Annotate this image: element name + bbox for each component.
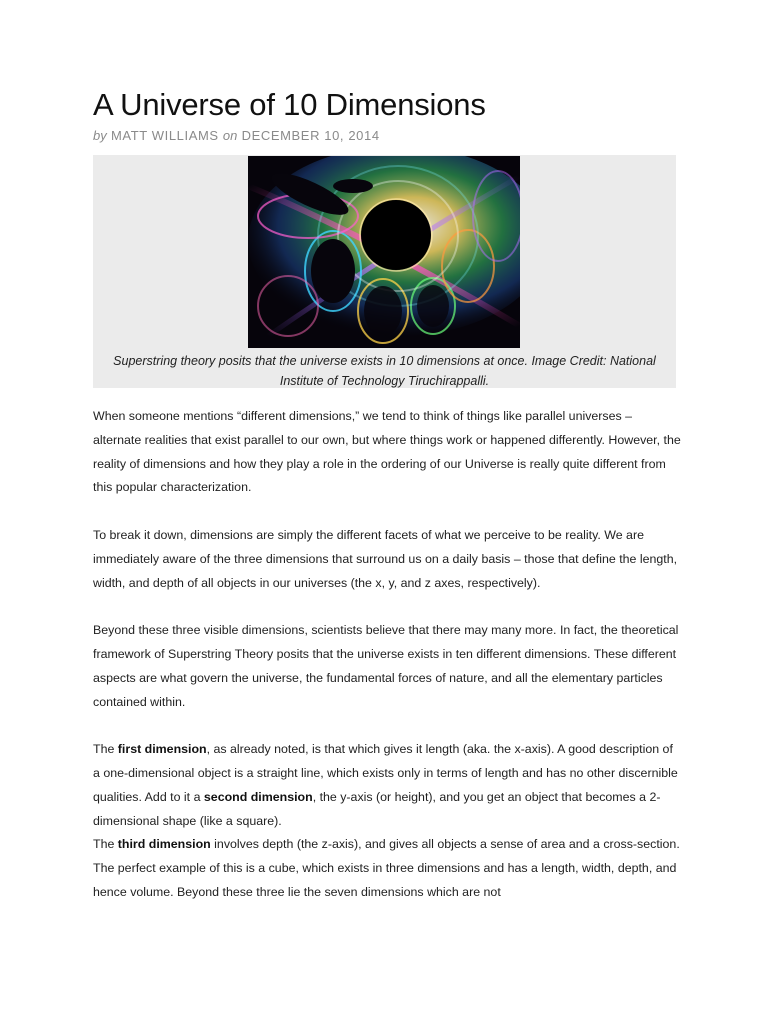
paragraph-3: Beyond these three visible dimensions, scientists believe that there may many more. In fact, the theoretical framework of Superstring Theory posits that the universe exists in ten different dimensions. These different aspects are what govern the universe, the fundamental forces of nature, and all the elementary particles contained within. xyxy=(93,623,679,709)
paragraph-2: To break it down, dimensions are simply the different facets of what we perceive to be reality. We are immediately aware of the three dimensions that surround us on a daily basis – those that define the length, width, and depth of all objects in our universes (the x, y, and z axes, respectively). xyxy=(93,527,678,590)
byline-date: DECEMBER 10, 2014 xyxy=(241,128,380,143)
second-dimension-term: second dimension xyxy=(203,789,313,804)
superstring-illustration-image xyxy=(248,156,520,348)
figure-caption xyxy=(93,351,676,391)
paragraph-4-part-d: , the y-axis (or height), and you get an object that becomes a 2-dimensional shape (like a square). xyxy=(93,789,661,828)
byline-by-label: by xyxy=(93,128,107,143)
paragraph-5 xyxy=(93,833,683,904)
superstring-illustration-graphic xyxy=(248,156,520,348)
article-figure xyxy=(93,155,676,388)
paragraph-4-part-c: , as already noted, is that which gives it length (aka. the x-axis). A good description of a one-dimensional object is a straight line, which exists only in terms of length and has no other discernible qualities. Add to it a xyxy=(93,742,678,804)
paragraph-1: When someone mentions “different dimensions,” we tend to think of things like parallel universes – alternate realities that exist parallel to our own, but where things work or happened differently. However, the reality of dimensions and how they play a role in the ordering of our Universe is really quite different from this popular characterization. xyxy=(93,409,681,495)
third-dimension-term: third dimension xyxy=(117,837,211,852)
article-byline xyxy=(93,127,380,145)
caption-line-1: Superstring theory posits that the universe exists in 10 dimensions at once. Image Credit: National xyxy=(113,354,656,368)
paragraph-4-part-a: The xyxy=(93,742,118,757)
first-dimension-term: first dimension xyxy=(117,742,207,757)
paragraph-5-part-a: The xyxy=(93,837,118,852)
paragraph-5-part-c: involves depth (the z-axis), and gives all objects a sense of area and a cross-section. The perfect example of this is a cube, which exists in three dimensions and has a length, width, depth, and hence volume. Beyond these three lie the seven dimensions which are not xyxy=(93,837,680,899)
article-body xyxy=(93,405,683,905)
byline-on-label: on xyxy=(222,128,238,143)
byline-author-link[interactable]: MATT WILLIAMS xyxy=(110,128,219,143)
article-title: A Universe of 10 Dimensions xyxy=(93,87,486,122)
caption-line-2: Institute of Technology Tiruchirappalli. xyxy=(279,374,490,388)
paragraph-4 xyxy=(93,738,683,833)
